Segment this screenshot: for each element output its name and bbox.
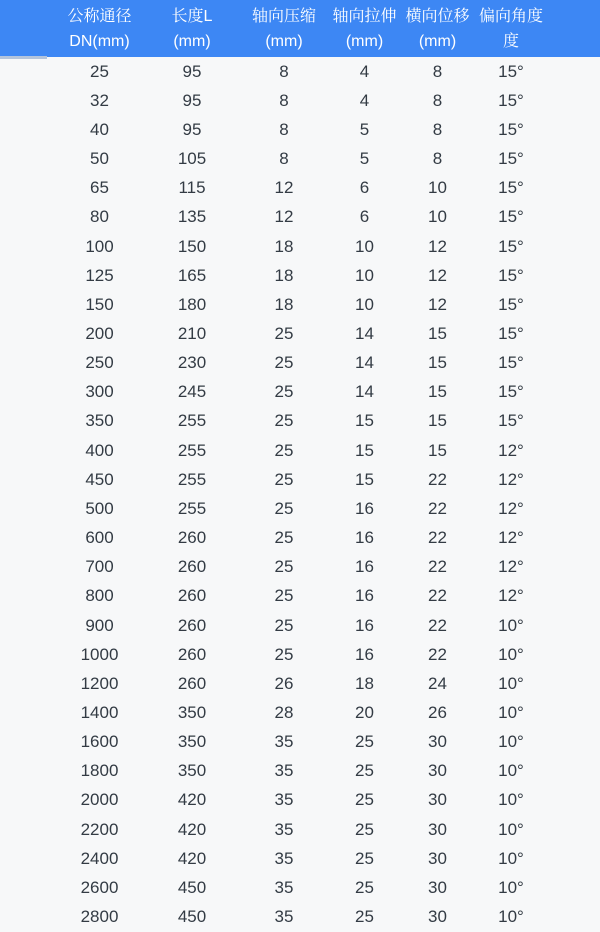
table-cell: 15 bbox=[355, 440, 374, 460]
table-cell: 22 bbox=[428, 615, 447, 635]
column-header-axial-compression bbox=[240, 4, 328, 54]
table-cell: 10° bbox=[498, 615, 524, 635]
table-cell: 32 bbox=[90, 90, 109, 110]
table-cell: 8 bbox=[432, 149, 443, 169]
table-row bbox=[0, 611, 600, 640]
table-cell: 65 bbox=[90, 178, 109, 198]
table-cell: 12 bbox=[428, 236, 447, 256]
table-row bbox=[0, 844, 600, 873]
table-cell: 95 bbox=[182, 90, 202, 110]
table-cell: 2200 bbox=[80, 819, 119, 839]
table-cell: 25 bbox=[355, 761, 374, 781]
table-cell: 420 bbox=[177, 848, 207, 868]
table-cell: 10° bbox=[498, 877, 524, 897]
table-row bbox=[0, 640, 600, 669]
table-cell: 260 bbox=[177, 586, 207, 606]
table-cell: 8 bbox=[279, 90, 289, 110]
table-cell: 260 bbox=[177, 557, 207, 577]
table-row bbox=[0, 261, 600, 290]
table-row bbox=[0, 903, 600, 932]
table-cell: 100 bbox=[85, 236, 114, 256]
table-cell: 260 bbox=[177, 673, 207, 693]
table-cell: 18 bbox=[355, 673, 374, 693]
table-cell: 10° bbox=[498, 644, 524, 664]
table-cell: 25 bbox=[274, 557, 294, 577]
table-cell: 35 bbox=[274, 819, 294, 839]
table-cell: 25 bbox=[274, 644, 294, 664]
column-header-length bbox=[144, 4, 240, 54]
table-cell: 16 bbox=[355, 615, 374, 635]
table-cell: 1600 bbox=[80, 732, 119, 752]
table-cell: 35 bbox=[274, 877, 294, 897]
table-cell: 15 bbox=[355, 411, 374, 431]
table-row bbox=[0, 290, 600, 319]
column-header-line1: 偏向角度 bbox=[478, 7, 543, 25]
table-cell: 350 bbox=[177, 703, 207, 723]
table-row bbox=[0, 815, 600, 844]
table-cell: 26 bbox=[274, 673, 294, 693]
table-cell: 700 bbox=[85, 557, 114, 577]
table-cell: 28 bbox=[274, 703, 294, 723]
table-cell: 95 bbox=[182, 119, 202, 139]
table-cell: 2000 bbox=[80, 790, 119, 810]
table-cell: 15° bbox=[498, 382, 524, 402]
column-header-line2: DN(mm) bbox=[69, 32, 130, 50]
table-row bbox=[0, 57, 600, 86]
column-header-nominal-diameter bbox=[55, 4, 144, 54]
table-cell: 260 bbox=[177, 615, 207, 635]
column-header-line1: 长度L bbox=[171, 7, 213, 25]
table-row bbox=[0, 407, 600, 436]
table-cell: 900 bbox=[85, 615, 114, 635]
table-cell: 18 bbox=[274, 236, 294, 256]
table-cell: 2800 bbox=[80, 907, 119, 927]
table-cell: 12 bbox=[274, 178, 294, 198]
table-cell: 12 bbox=[428, 265, 447, 285]
table-cell: 150 bbox=[177, 236, 207, 256]
table-cell: 8 bbox=[279, 61, 289, 81]
table-cell: 15° bbox=[498, 119, 524, 139]
table-cell: 25 bbox=[274, 528, 294, 548]
table-row bbox=[0, 86, 600, 115]
table-cell: 12 bbox=[274, 207, 294, 227]
table-cell: 1200 bbox=[80, 673, 119, 693]
table-cell: 6 bbox=[359, 178, 370, 198]
table-cell: 180 bbox=[177, 294, 207, 314]
table-cell: 30 bbox=[428, 877, 447, 897]
table-cell: 14 bbox=[355, 323, 374, 343]
table-cell: 35 bbox=[274, 848, 294, 868]
table-cell: 15° bbox=[498, 178, 524, 198]
table-cell: 30 bbox=[428, 790, 447, 810]
table-cell: 18 bbox=[274, 294, 294, 314]
table-cell: 260 bbox=[177, 644, 207, 664]
column-header-line2: (mm) bbox=[345, 32, 384, 50]
table-row bbox=[0, 524, 600, 553]
column-header-line1: 轴向拉伸 bbox=[332, 7, 397, 25]
table-row bbox=[0, 378, 600, 407]
column-header-axial-extension bbox=[328, 4, 401, 54]
table-cell: 12 bbox=[428, 294, 447, 314]
table-cell: 15° bbox=[498, 353, 524, 373]
table-cell: 10 bbox=[428, 207, 447, 227]
table-row bbox=[0, 698, 600, 727]
table-cell: 2400 bbox=[80, 848, 119, 868]
table-cell: 26 bbox=[428, 703, 447, 723]
table-row bbox=[0, 349, 600, 378]
table-cell: 25 bbox=[274, 411, 294, 431]
table-cell: 6 bbox=[359, 207, 370, 227]
table-cell: 15° bbox=[498, 149, 524, 169]
table-cell: 1400 bbox=[80, 703, 119, 723]
table-cell: 25 bbox=[274, 382, 294, 402]
column-header-line1: 公称通径 bbox=[67, 7, 132, 25]
table-cell: 25 bbox=[355, 819, 374, 839]
table-cell: 255 bbox=[177, 440, 207, 460]
table-cell: 1800 bbox=[80, 761, 119, 781]
table-cell: 30 bbox=[428, 907, 447, 927]
table-cell: 14 bbox=[355, 382, 374, 402]
table-cell: 22 bbox=[428, 469, 447, 489]
table-cell: 16 bbox=[355, 557, 374, 577]
table-cell: 25 bbox=[274, 469, 294, 489]
table-cell: 12° bbox=[498, 498, 524, 518]
table-cell: 12° bbox=[498, 469, 524, 489]
table-cell: 165 bbox=[177, 265, 207, 285]
table-cell: 105 bbox=[177, 149, 207, 169]
table-cell: 22 bbox=[428, 528, 447, 548]
table-row bbox=[0, 144, 600, 173]
table-cell: 10 bbox=[355, 236, 374, 256]
table-cell: 8 bbox=[432, 90, 443, 110]
column-header-line2: (mm) bbox=[418, 32, 457, 50]
table-cell: 35 bbox=[274, 907, 294, 927]
table-cell: 12° bbox=[498, 440, 524, 460]
table-cell: 8 bbox=[432, 119, 443, 139]
table-cell: 15° bbox=[498, 294, 524, 314]
table-cell: 300 bbox=[85, 382, 114, 402]
table-cell: 30 bbox=[428, 848, 447, 868]
table-cell: 15° bbox=[498, 90, 524, 110]
column-header-lateral-displacement bbox=[401, 4, 474, 54]
column-header-line2: (mm) bbox=[173, 32, 211, 50]
table-row bbox=[0, 669, 600, 698]
table-cell: 450 bbox=[85, 469, 114, 489]
table-cell: 4 bbox=[359, 61, 370, 81]
table-cell: 4 bbox=[359, 90, 370, 110]
table-cell: 25 bbox=[355, 877, 374, 897]
header-underline-strip bbox=[0, 56, 47, 59]
table-cell: 25 bbox=[355, 790, 374, 810]
table-cell: 10 bbox=[355, 294, 374, 314]
table-cell: 30 bbox=[428, 819, 447, 839]
table-cell: 150 bbox=[85, 294, 114, 314]
table-cell: 10 bbox=[428, 178, 447, 198]
table-row bbox=[0, 319, 600, 348]
table-cell: 350 bbox=[85, 411, 114, 431]
table-cell: 12° bbox=[498, 528, 524, 548]
table-cell: 15 bbox=[428, 440, 447, 460]
table-row bbox=[0, 728, 600, 757]
table-cell: 255 bbox=[177, 469, 207, 489]
column-header-line2: (mm) bbox=[265, 32, 303, 50]
table-cell: 5 bbox=[359, 119, 370, 139]
table-cell: 15° bbox=[498, 207, 524, 227]
table-cell: 16 bbox=[355, 498, 374, 518]
table-cell: 115 bbox=[178, 178, 206, 198]
table-cell: 450 bbox=[177, 877, 207, 897]
table-cell: 30 bbox=[428, 732, 447, 752]
table-cell: 10° bbox=[498, 761, 524, 781]
table-cell: 30 bbox=[428, 761, 447, 781]
table-cell: 2600 bbox=[80, 877, 119, 897]
table-body bbox=[0, 57, 600, 932]
table-cell: 25 bbox=[355, 732, 374, 752]
table-cell: 35 bbox=[274, 732, 294, 752]
table-cell: 80 bbox=[90, 207, 109, 227]
table-row bbox=[0, 232, 600, 261]
table-cell: 15 bbox=[355, 469, 374, 489]
table-cell: 350 bbox=[177, 761, 207, 781]
table-cell: 22 bbox=[428, 498, 447, 518]
table-cell: 10 bbox=[355, 265, 374, 285]
table-cell: 250 bbox=[85, 353, 114, 373]
table-row bbox=[0, 494, 600, 523]
table-cell: 420 bbox=[177, 790, 207, 810]
table-cell: 25 bbox=[274, 323, 294, 343]
table-row bbox=[0, 115, 600, 144]
table-cell: 25 bbox=[274, 353, 294, 373]
table-cell: 125 bbox=[85, 265, 114, 285]
table-cell: 230 bbox=[177, 353, 207, 373]
table-row bbox=[0, 203, 600, 232]
table-cell: 8 bbox=[432, 61, 443, 81]
table-cell: 20 bbox=[355, 703, 374, 723]
table-cell: 350 bbox=[177, 732, 207, 752]
table-row bbox=[0, 553, 600, 582]
table-cell: 600 bbox=[85, 528, 114, 548]
column-header-deflection-angle bbox=[474, 4, 548, 54]
table-cell: 5 bbox=[359, 149, 370, 169]
table-cell: 10° bbox=[498, 732, 524, 752]
table-cell: 10° bbox=[498, 703, 524, 723]
table-row bbox=[0, 465, 600, 494]
table-header-row bbox=[0, 0, 600, 57]
table-cell: 95 bbox=[182, 61, 202, 81]
table-cell: 25 bbox=[274, 498, 294, 518]
table-cell: 12° bbox=[498, 557, 524, 577]
table-cell: 245 bbox=[177, 382, 207, 402]
table-row bbox=[0, 786, 600, 815]
table-cell: 15 bbox=[428, 323, 447, 343]
table-cell: 25 bbox=[274, 440, 294, 460]
table-cell: 16 bbox=[355, 586, 374, 606]
table-cell: 15 bbox=[428, 411, 447, 431]
table-cell: 10° bbox=[498, 819, 524, 839]
table-cell: 135 bbox=[177, 207, 207, 227]
table-cell: 200 bbox=[85, 323, 114, 343]
table-cell: 25 bbox=[90, 61, 109, 81]
table-cell: 22 bbox=[428, 644, 447, 664]
table-cell: 8 bbox=[279, 149, 289, 169]
table-cell: 15 bbox=[428, 353, 447, 373]
table-cell: 24 bbox=[428, 673, 447, 693]
table-cell: 260 bbox=[177, 528, 207, 548]
table-cell: 8 bbox=[279, 119, 289, 139]
table-cell: 255 bbox=[177, 498, 207, 518]
table-cell: 25 bbox=[274, 615, 294, 635]
table-cell: 25 bbox=[274, 586, 294, 606]
table-cell: 22 bbox=[428, 586, 447, 606]
column-header-line1: 横向位移 bbox=[405, 7, 470, 25]
table-cell: 16 bbox=[355, 644, 374, 664]
table-cell: 22 bbox=[428, 557, 447, 577]
table-cell: 10° bbox=[498, 907, 524, 927]
table-cell: 15° bbox=[498, 61, 524, 81]
table-row bbox=[0, 436, 600, 465]
table-cell: 400 bbox=[85, 440, 114, 460]
table-cell: 16 bbox=[355, 528, 374, 548]
column-header-line2: 度 bbox=[502, 32, 519, 50]
table-cell: 210 bbox=[177, 323, 207, 343]
table-cell: 15° bbox=[498, 236, 524, 256]
table-cell: 35 bbox=[274, 761, 294, 781]
table-cell: 18 bbox=[274, 265, 294, 285]
table-cell: 15° bbox=[498, 411, 524, 431]
table-cell: 15° bbox=[498, 323, 524, 343]
table-cell: 500 bbox=[85, 498, 114, 518]
table-cell: 15° bbox=[498, 265, 524, 285]
table-cell: 800 bbox=[85, 586, 114, 606]
table-cell: 255 bbox=[177, 411, 207, 431]
table-cell: 420 bbox=[177, 819, 207, 839]
table-cell: 14 bbox=[355, 353, 374, 373]
table-cell: 15 bbox=[428, 382, 447, 402]
table-cell: 10° bbox=[498, 790, 524, 810]
table-row bbox=[0, 873, 600, 902]
table-cell: 50 bbox=[90, 149, 109, 169]
table-cell: 10° bbox=[498, 673, 524, 693]
column-header-line1: 轴向压缩 bbox=[251, 7, 316, 25]
table-cell: 1000 bbox=[80, 644, 119, 664]
table-cell: 40 bbox=[90, 119, 109, 139]
table-cell: 25 bbox=[355, 907, 374, 927]
table-cell: 25 bbox=[355, 848, 374, 868]
table-row bbox=[0, 757, 600, 786]
table-cell: 35 bbox=[274, 790, 294, 810]
table-row bbox=[0, 174, 600, 203]
table-cell: 12° bbox=[498, 586, 524, 606]
table-cell: 450 bbox=[177, 907, 207, 927]
table-cell: 10° bbox=[498, 848, 524, 868]
table-row bbox=[0, 582, 600, 611]
